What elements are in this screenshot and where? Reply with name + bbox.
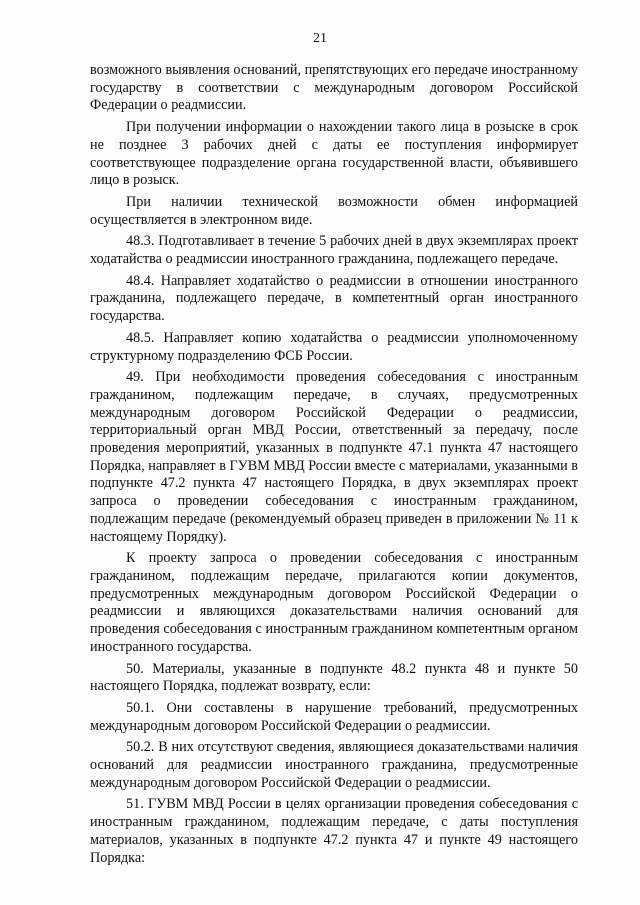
paragraph-50: 50. Материалы, указанные в подпункте 48.2 пункта 48 и пункте 50 настоящего Порядка, подлежат возврату, если: [90,660,578,695]
paragraph-48-5: 48.5. Направляет копию ходатайства о реадмиссии уполномоченному структурному подразделению ФСБ России. [90,329,578,364]
paragraph-50-1: 50.1. Они составлены в нарушение требований, предусмотренных международным договором Российской Федерации о реадмиссии. [90,699,578,734]
paragraph-49: 49. При необходимости проведения собеседования с иностранным гражданином, подлежащим передаче, в случаях, предусмотренных международным договором Российской Федерации о реадмиссии, территориальный орган МВД России, ответственный за передачу, после проведения мероприятий, указанных в подпункте 47.1 пункта 47 настоящего Порядка, направляет в ГУВМ МВД России вместе с материалами, указанными в подпункте 47.2 пункта 47 настоящего Порядка, в двух экземплярах проект запроса о проведении собеседования с иностранным гражданином, подлежащим передаче (рекомендуемый образец приведен в приложении № 11 к настоящему Порядку). [90,369,578,545]
document-body [90,62,578,867]
paragraph-48-3: 48.3. Подготавливает в течение 5 рабочих дней в двух экземплярах проект ходатайства о реадмиссии иностранного гражданина, подлежащего передаче. [90,233,578,268]
paragraph-48-4: 48.4. Направляет ходатайство о реадмиссии в отношении иностранного гражданина, подлежащего передаче, в компетентный орган иностранного государства. [90,272,578,325]
paragraph-continuation: возможного выявления оснований, препятствующих его передаче иностранному государству в соответствии с международным договором Российской Федерации о реадмиссии. [90,62,578,114]
paragraph-49-attachments: К проекту запроса о проведении собеседования с иностранным гражданином, подлежащим передаче, прилагаются копии документов, предусмотренных международным договором Российской Федерации о реадмиссии и являющихся доказательствами наличия оснований для проведения собеседования с иностранным гражданином компетентным органом иностранного государства. [90,550,578,655]
page-number: 21 [313,31,327,46]
paragraph-search-info: При получении информации о нахождении такого лица в розыске в срок не позднее 3 рабочих дней с даты ее поступления информирует соответствующее подразделение органа государственной власти, объявившего лицо в розыск. [90,119,578,189]
paragraph-electronic-exchange: При наличии технической возможности обмен информацией осуществляется в электронном виде. [90,193,578,228]
paragraph-50-2: 50.2. В них отсутствуют сведения, являющиеся доказательствами наличия оснований для реадмиссии иностранного гражданина, предусмотренные международным договором Российской Федерации о реадмиссии. [90,739,578,791]
paragraph-51: 51. ГУВМ МВД России в целях организации проведения собеседования с иностранным гражданином, подлежащим передаче, с даты поступления материалов, указанных в подпункте 47.2 пункта 47 и пункте 49 настоящего Порядка: [90,796,578,866]
